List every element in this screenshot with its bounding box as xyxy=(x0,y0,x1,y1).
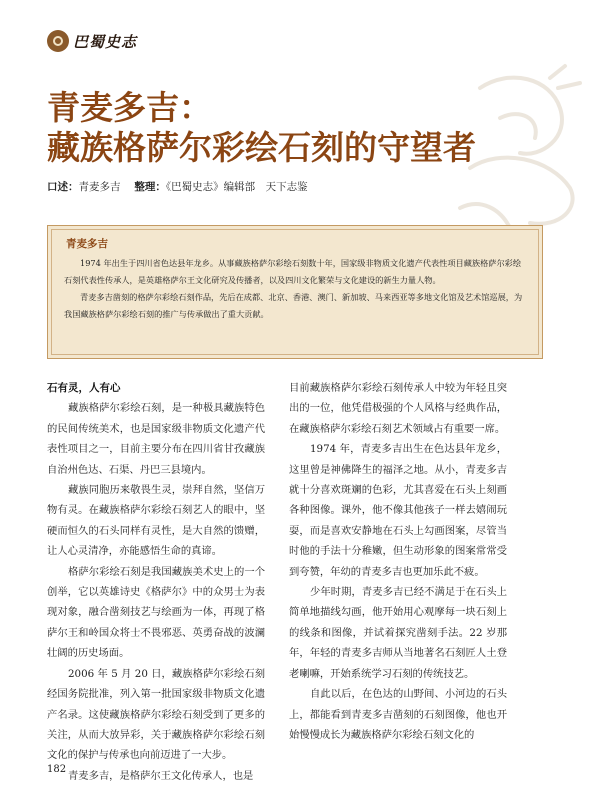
body-paragraph: 自此以后，在色达的山野间、小河边的石头上，都能看到青麦多吉凿刻的石刻图像，他也开始慢慢成长为藏族格萨尔彩绘石刻文化的 xyxy=(289,688,507,741)
emblem-icon xyxy=(47,30,69,52)
bio-box xyxy=(47,225,543,359)
title-line-2: 藏族格萨尔彩绘石刻的守望者 xyxy=(47,128,476,167)
magazine-logo xyxy=(47,30,137,52)
body-paragraph: 少年时期，青麦多吉已经不满足于在石头上简单地描线勾画，他开始用心观摩每一块石刻上的线条和图像，并试着探究凿刻手法。22 岁那年，年轻的青麦多吉师从当地著名石刻匠人土登老喇嘛，开始系统学习石刻的传统技艺。 xyxy=(289,586,507,680)
body-paragraph: 1974 年，青麦多吉出生在色达县年龙乡，这里曾是神佛降生的福泽之地。从小，青麦多吉就十分喜欢斑斓的色彩，尤其喜爱在石头上刻画各种图像。课外，他不像其他孩子一样去嬉闹玩耍，而是喜欢安静地在石头上勾画图案，尽管当时他的手法十分稚嫩，但生动形象的图案常常受到夸赞，年幼的青麦多吉也更加乐此不疲。 xyxy=(289,443,507,578)
bio-name: 青麦多吉 xyxy=(66,238,108,250)
credits-line xyxy=(47,179,308,194)
right-column xyxy=(289,378,507,745)
body-paragraph: 藏族同胞历来敬畏生灵，崇拜自然，坚信万物有灵。在藏族格萨尔彩绘石刻艺人的眼中，坚硬而恒久的石头同样有灵性，是大自然的馈赠，让人心灵清净，亦能感悟生命的真谛。 xyxy=(47,484,265,558)
body-paragraph: 青麦多吉，是格萨尔王文化传承人，也是 xyxy=(68,769,254,782)
body-paragraph: 藏族格萨尔彩绘石刻，是一种极具藏族特色的民间传统美术，也是国家级非物质文化遗产代表性项目之一，目前主要分布在四川省甘孜藏族自治州色达、石渠、丹巴三县境内。 xyxy=(47,402,265,476)
logo-text: 巴蜀史志 xyxy=(73,32,138,51)
editor-name: 《巴蜀史志》编辑部 天下志鉴 xyxy=(165,181,308,193)
editor-label: 整理： xyxy=(134,181,166,193)
title-line-1: 青麦多吉： xyxy=(47,88,212,127)
left-column xyxy=(47,378,265,786)
article-title xyxy=(47,88,476,168)
bio-paragraph-1: 1974 年出生于四川省色达县年龙乡。从事藏族格萨尔彩绘石刻数十年，国家级非物质文化遗产代表性项目藏族格萨尔彩绘石刻代表性传承人，是英雄格萨尔王文化研究及传播者，以及四川文化繁荣与文化建设的新生力量人物。 xyxy=(64,258,522,285)
bio-paragraph-2: 青麦多吉凿刻的格萨尔彩绘石刻作品，先后在成都、北京、香港、澳门、新加坡、马来西亚等多地文化馆及艺术馆巡展，为我国藏族格萨尔彩绘石刻的推广与传承做出了重大贡献。 xyxy=(64,292,523,319)
body-paragraph-continued: 目前藏族格萨尔彩绘石刻传承人中较为年轻且突出的一位，他凭借极强的个人风格与经典作品，在藏族格萨尔彩绘石刻艺术领域占有重要一席。 xyxy=(289,382,507,435)
narrator-name: 青麦多吉 xyxy=(78,181,121,193)
body-paragraph: 格萨尔彩绘石刻是我国藏族美术史上的一个创举，它以英雄诗史《格萨尔》中的众男士为表现对象，融合凿刻技艺与绘画为一体，再现了格萨尔王和岭国众将士不畏邪恶、英勇奋战的波澜壮阔的历史场面。 xyxy=(47,565,265,660)
section-heading: 石有灵，人有心 xyxy=(47,382,121,394)
narrator-label: 口述： xyxy=(47,181,79,193)
page-number: 182 xyxy=(47,764,67,775)
body-paragraph: 2006 年 5 月 20 日，藏族格萨尔彩绘石刻经国务院批准，列入第一批国家级非物质文化遗产名录。这使藏族格萨尔彩绘石刻受到了更多的关注，从而大放异彩，关于藏族格萨尔彩绘石刻文化的保护与传承也向前迈进了一大步。 xyxy=(47,667,265,762)
